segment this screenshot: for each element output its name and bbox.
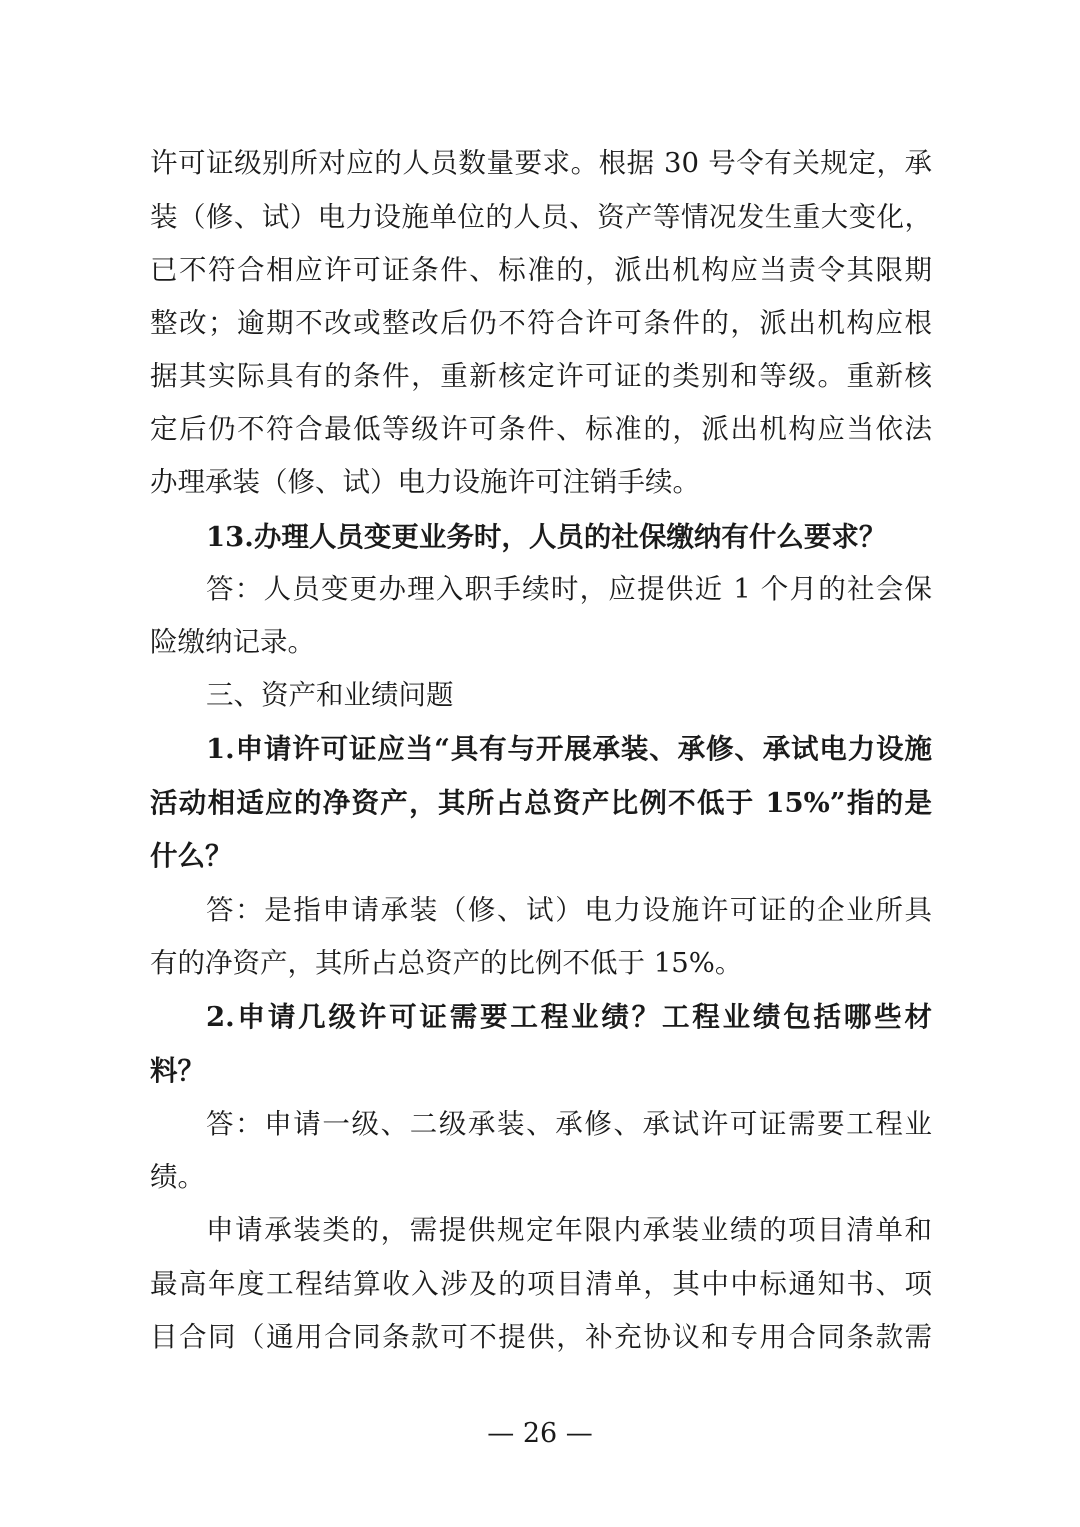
section-title: 三、资产和业绩问题 <box>206 679 454 711</box>
text-line: 整改；逾期不改或整改后仍不符合许可条件的，派出机构应根 <box>150 307 932 339</box>
text-line: 答：人员变更办理入职手续时，应提供近 1 个月的社会保 <box>206 573 932 605</box>
text-line: 申请承装类的，需提供规定年限内承装业绩的项目清单和 <box>206 1214 932 1246</box>
text-line: 有的净资产，其所占总资产的比例不低于 15%。 <box>150 947 743 979</box>
question-line: 什么？ <box>150 840 233 872</box>
question-line: 1.申请许可证应当“具有与开展承装、承修、承试电力设施 <box>206 733 932 765</box>
question-line: 13.办理人员变更业务时，人员的社保缴纳有什么要求？ <box>206 521 887 553</box>
question-line: 活动相适应的净资产，其所占总资产比例不低于 15%”指的是 <box>150 787 932 819</box>
text-line: 已不符合相应许可证条件、标准的，派出机构应当责令其限期 <box>150 254 932 286</box>
text-line: 据其实际具有的条件，重新核定许可证的类别和等级。重新核 <box>150 360 932 392</box>
text-line: 险缴纳记录。 <box>150 626 315 658</box>
text-line: 目合同（通用合同条款可不提供，补充协议和专用合同条款需 <box>150 1321 932 1353</box>
text-line: 定后仍不符合最低等级许可条件、标准的，派出机构应当依法 <box>150 413 932 445</box>
text-line: 答：是指申请承装（修、试）电力设施许可证的企业所具 <box>206 894 932 926</box>
page-number: — 26 — <box>487 1418 593 1449</box>
text-line: 许可证级别所对应的人员数量要求。根据 30 号令有关规定，承 <box>150 147 932 179</box>
text-line: 办理承装（修、试）电力设施许可注销手续。 <box>150 466 700 498</box>
text-line: 答：申请一级、二级承装、承修、承试许可证需要工程业 <box>206 1108 932 1140</box>
text-line: 最高年度工程结算收入涉及的项目清单，其中中标通知书、项 <box>150 1268 932 1300</box>
question-line: 2.申请几级许可证需要工程业绩？工程业绩包括哪些材 <box>206 1001 932 1033</box>
question-line: 料？ <box>150 1055 205 1087</box>
text-line: 绩。 <box>150 1161 205 1193</box>
text-line: 装（修、试）电力设施单位的人员、资产等情况发生重大变化， <box>150 201 932 233</box>
